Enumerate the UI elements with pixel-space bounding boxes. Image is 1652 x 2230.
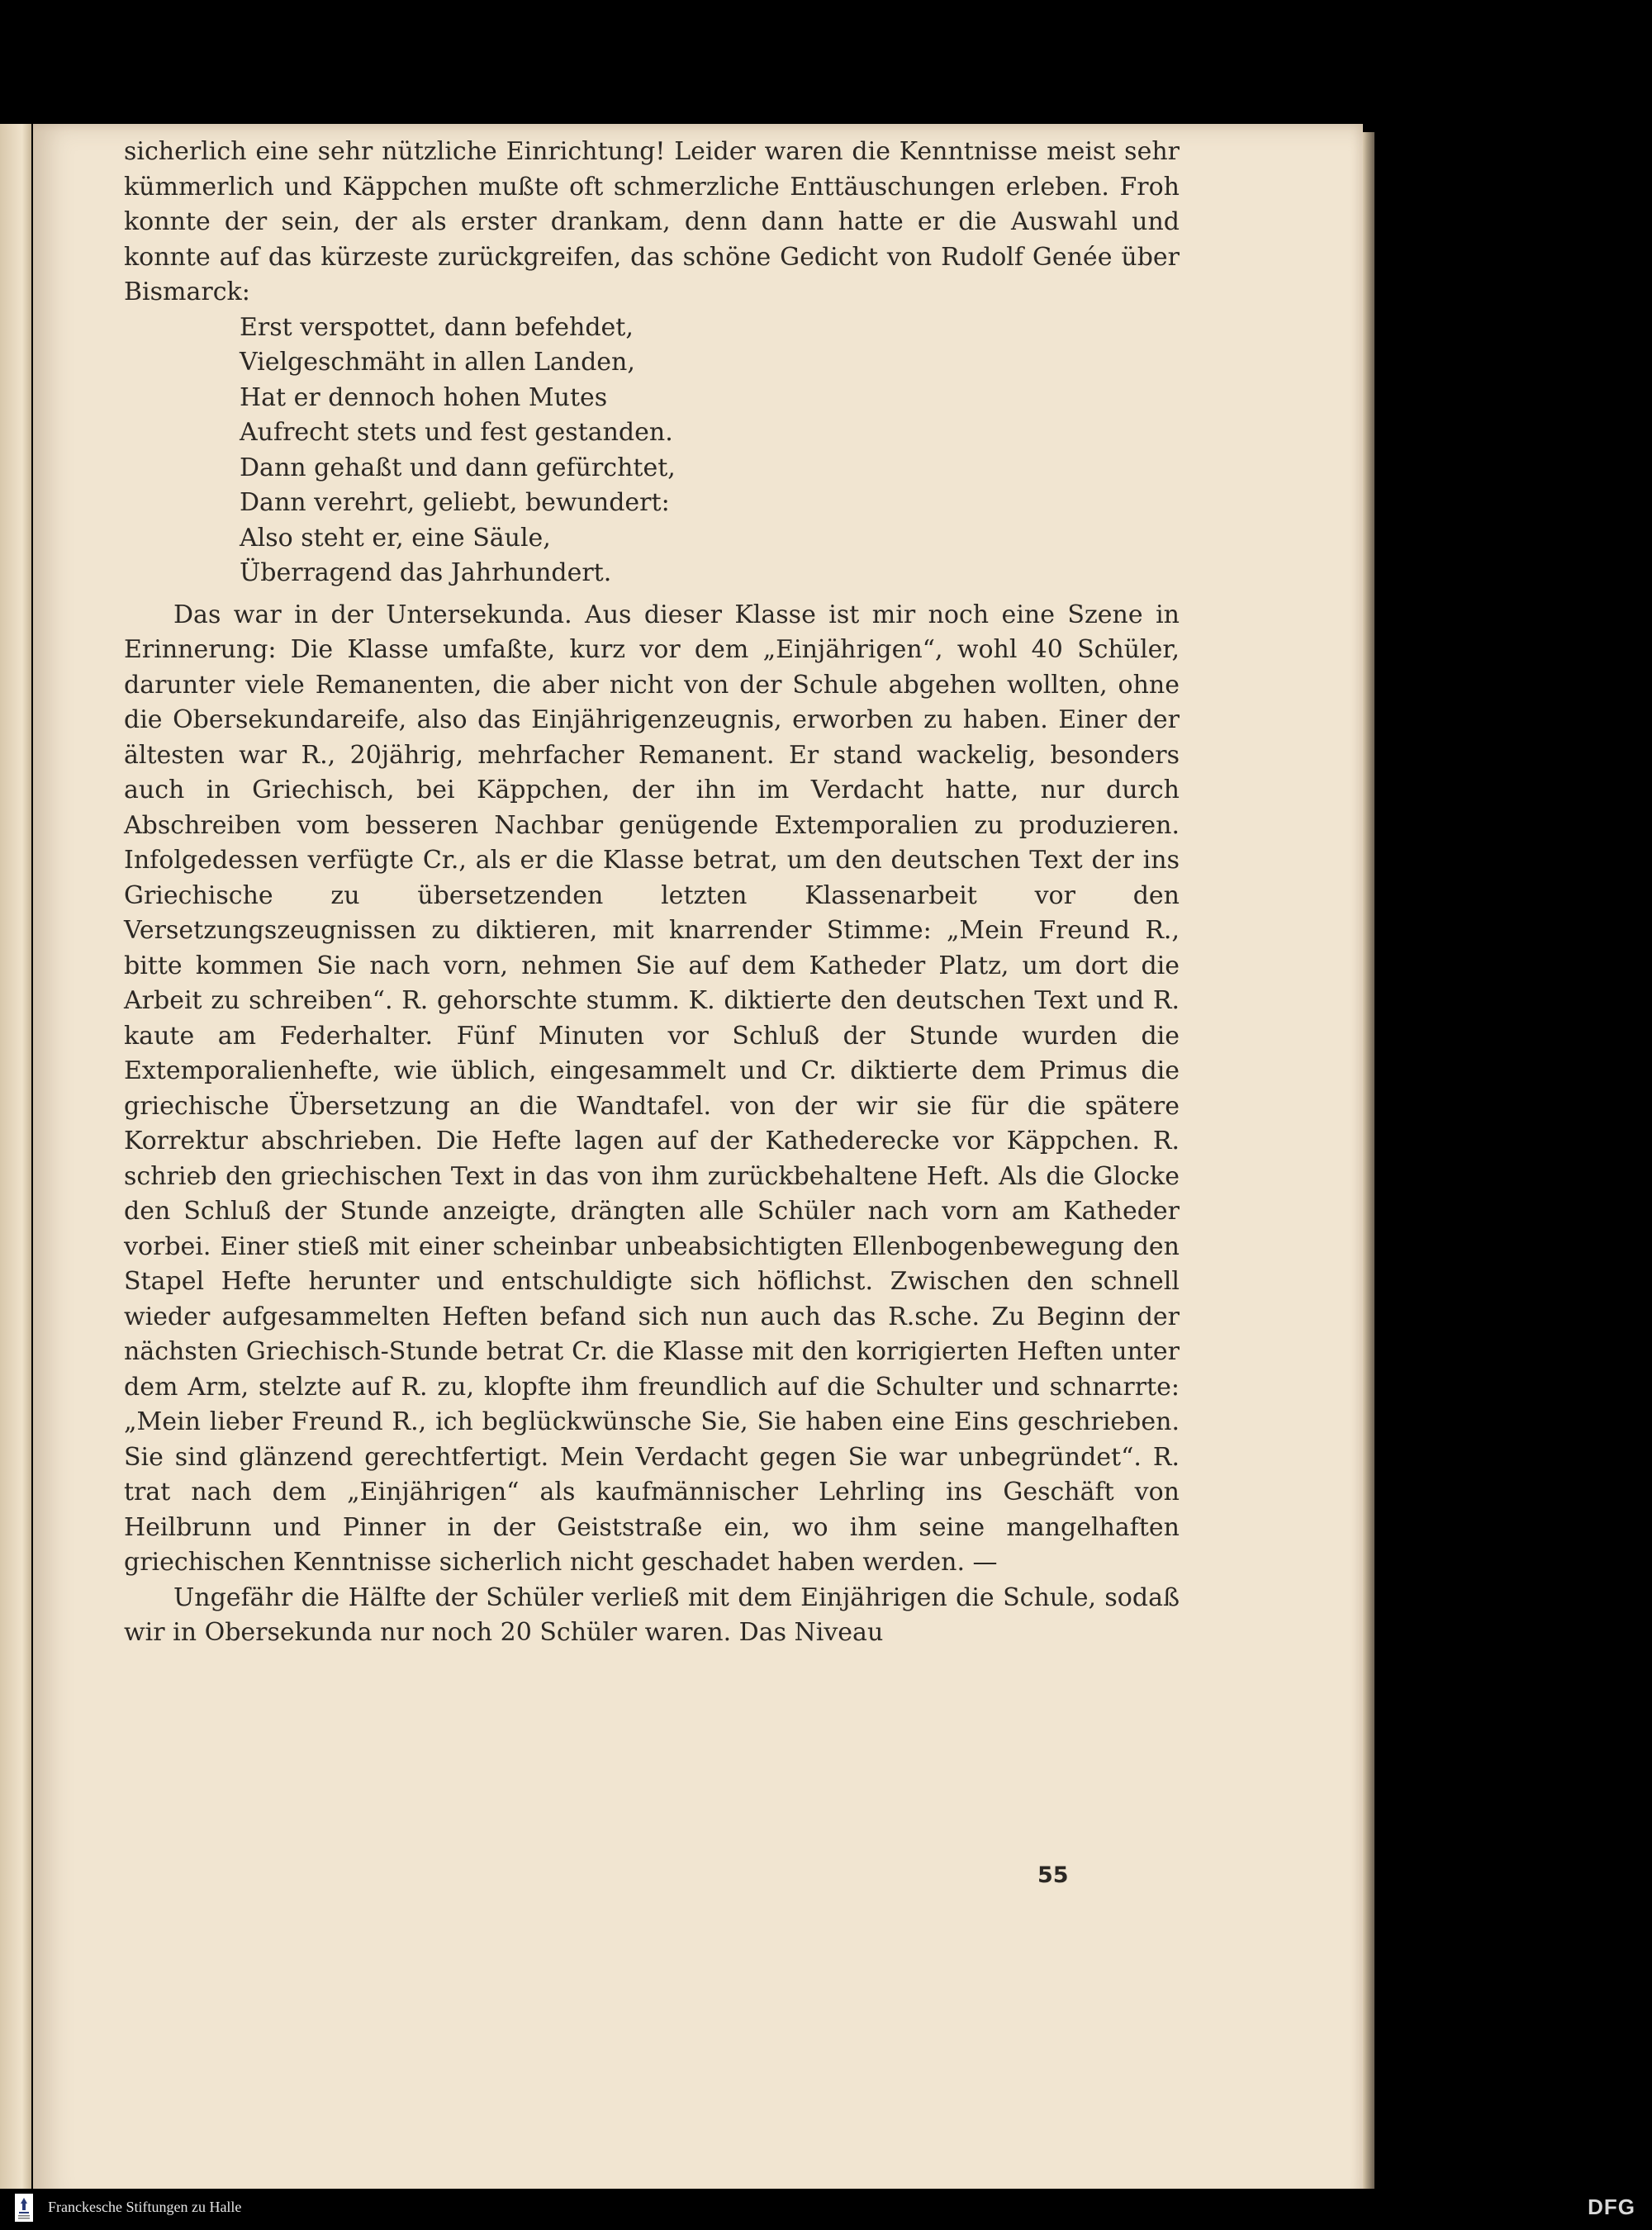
viewer-footer-bar	[0, 2189, 1652, 2230]
paragraph-1: sicherlich eine sehr nützliche Einrichtung! Leider waren die Kenntnisse meist sehr kümmerlich und Käppchen mußte oft schmerzliche Enttäuschungen erleben. Froh konnte der sein, der als erster drankam, denn dann hatte er die Auswahl und konnte auf das kürzeste zurückgreifen, das schöne Gedicht von Rudolf Genée über Bismarck:	[124, 137, 1180, 306]
poem-line-7: Also steht er, eine Säule,	[240, 523, 551, 553]
page-text	[124, 135, 1180, 1651]
poem-line-6: Dann verehrt, geliebt, bewundert:	[240, 488, 670, 517]
poem-line-4: Aufrecht stets und fest gestanden.	[240, 418, 673, 447]
dfg-logo: DFG	[1588, 2194, 1635, 2219]
francke-foundation-logo-icon	[15, 2194, 33, 2222]
page-number: 55	[1037, 1862, 1069, 1888]
poem	[124, 311, 1180, 591]
page-edge-shadow	[1363, 132, 1374, 2201]
poem-line-2: Vielgeschmäht in allen Landen,	[240, 348, 635, 377]
poem-line-3: Hat er dennoch hohen Mutes	[240, 382, 608, 412]
poem-line-1: Erst verspottet, dann befehdet,	[240, 312, 634, 342]
paragraph-2: Das war in der Untersekunda. Aus dieser Klasse ist mir noch eine Szene in Erinnerung: Die Klasse umfaßte, kurz vor dem „Einjährigen“, wohl 40 Schüler, darunter viele Remanenten, die aber nicht von der Schule abgehen wollten, ohne die Obersekundareife, also das Einjährigenzeugnis, erworben zu haben. Einer der ältesten war R., 20jährig, mehrfacher Remanent. Er stand wackelig, besonders auch in Griechisch, bei Käppchen, der ihn im Verdacht hatte, nur durch Abschreiben vom besseren Nachbar genügende Extemporalien zu produzieren. Infolgedessen verfügte Cr., als er die Klasse betrat, um den deutschen Text der ins Griechische zu übersetzenden letzten Klassenarbeit vor den Versetzungszeugnissen zu diktieren, mit knarrender Stimme: „Mein Freund R., bitte kommen Sie nach vorn, nehmen Sie auf dem Katheder Platz, um dort die Arbeit zu schreiben“. R. gehorschte stumm. K. diktierte den deutschen Text und R. kaute am Federhalter. Fünf Minuten vor Schluß der Stunde wurden die Extemporalienhefte, wie üblich, eingesammelt und Cr. diktierte dem Primus die griechische Übersetzung an die Wandtafel. von der wir sie für die spätere Korrektur abschrieben. Die Hefte lagen auf der Kathederecke vor Käppchen. R. schrieb den griechischen Text in das von ihm zurückbehaltene Heft. Als die Glocke den Schluß der Stunde anzeigte, drängten alle Schüler nach vorn am Katheder vorbei. Einer stieß mit einer scheinbar unbeabsichtigten Ellenbogenbewegung den Stapel Hefte herunter und entschuldigte sich höflichst. Zwischen den schnell wieder aufgesammelten Heften befand sich nun auch das R.sche. Zu Beginn der nächsten Griechisch-Stunde betrat Cr. die Klasse mit den korrigierten Heften unter dem Arm, stelzte auf R. zu, klopfte ihm freundlich auf die Schulter und schnarrte: „Mein lieber Freund R., ich beglückwünsche Sie, Sie haben eine Eins geschrieben. Sie sind glänzend gerechtfertigt. Mein Verdacht gegen Sie war unbegründet“. R. trat nach dem „Einjährigen“ als kaufmännischer Lehrling ins Geschäft von Heilbrunn und Pinner in der Geiststraße ein, wo ihm seine mangelhaften griechischen Kenntnisse sicherlich nicht geschadet haben werden. —	[124, 600, 1180, 1577]
poem-line-8: Überragend das Jahrhundert.	[240, 558, 612, 587]
facing-page-edge	[0, 124, 31, 2189]
footer-institution-link[interactable]: Franckesche Stiftungen zu Halle	[48, 2199, 242, 2215]
poem-line-5: Dann gehaßt und dann gefürchtet,	[240, 453, 676, 482]
paragraph-3: Ungefähr die Hälfte der Schüler verließ mit dem Einjährigen die Schule, sodaß wir in Obersekunda nur noch 20 Schüler waren. Das Niveau	[124, 1582, 1180, 1647]
